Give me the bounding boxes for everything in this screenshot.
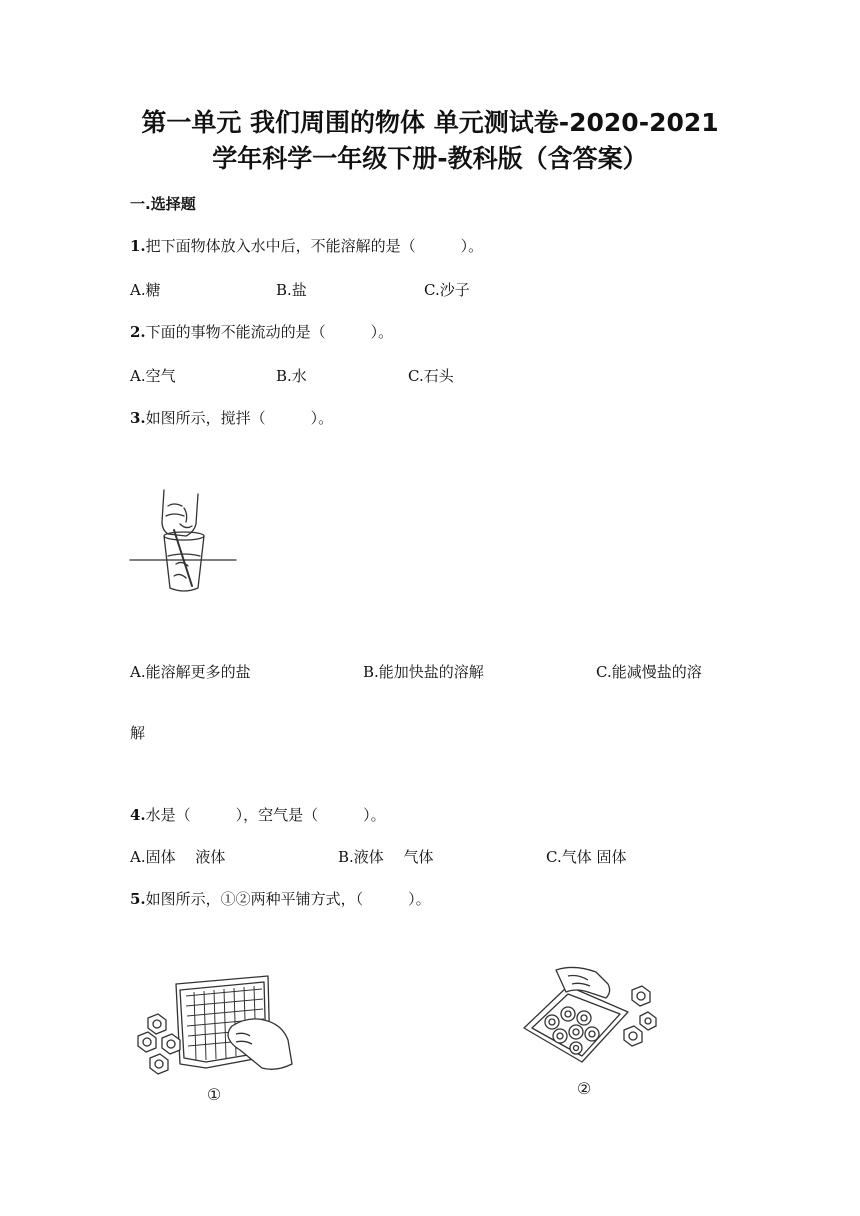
question-1	[130, 235, 483, 256]
question-number: 4.	[130, 806, 146, 824]
figure-1-label: ①	[206, 1085, 222, 1104]
stirring-glass-figure	[128, 486, 240, 598]
question-number: 5.	[130, 890, 146, 908]
q4-option-b: B.液体 气体	[338, 848, 434, 866]
q3-option-c-wrap: 解	[130, 724, 146, 742]
q1-option-c: C.沙子	[424, 281, 470, 299]
q1-option-a: A.糖	[130, 281, 161, 299]
q1-option-b: B.盐	[276, 281, 307, 299]
question-text: 把下面物体放入水中后，不能溶解的是（ ）。	[145, 237, 484, 255]
page-title-line-2: 学年科学一年级下册-教科版（含答案）	[212, 144, 648, 173]
question-5	[130, 888, 431, 909]
q2-option-c: C.石头	[408, 367, 454, 385]
question-3	[130, 407, 333, 428]
q3-option-b: B.能加快盐的溶解	[363, 663, 484, 681]
question-number: 3.	[130, 409, 146, 427]
q3-option-c: C.能减慢盐的溶	[596, 663, 702, 681]
question-text: 下面的事物不能流动的是（ ）。	[145, 323, 394, 341]
page-title-line-1: 第一单元 我们周围的物体 单元测试卷-2020-2021	[141, 108, 719, 137]
figure-2-label: ②	[576, 1079, 592, 1098]
question-text: 如图所示，①②两种平铺方式，（ ）。	[145, 890, 431, 908]
question-2	[130, 321, 393, 342]
question-number: 2.	[130, 323, 146, 341]
tiling-figure-2	[516, 962, 662, 1102]
q4-option-a: A.固体 液体	[130, 848, 226, 866]
tiling-figure-1	[136, 968, 300, 1108]
section-heading: 一.选择题	[130, 195, 196, 213]
question-text: 如图所示，搅拌（ ）。	[145, 409, 334, 427]
q3-option-a: A.能溶解更多的盐	[130, 663, 251, 681]
q2-option-a: A.空气	[130, 367, 176, 385]
q2-option-b: B.水	[276, 367, 307, 385]
question-number: 1.	[130, 237, 146, 255]
question-4	[130, 804, 386, 825]
q4-option-c: C.气体 固体	[546, 848, 627, 866]
question-text: 水是（ ），空气是（ ）。	[145, 806, 386, 824]
